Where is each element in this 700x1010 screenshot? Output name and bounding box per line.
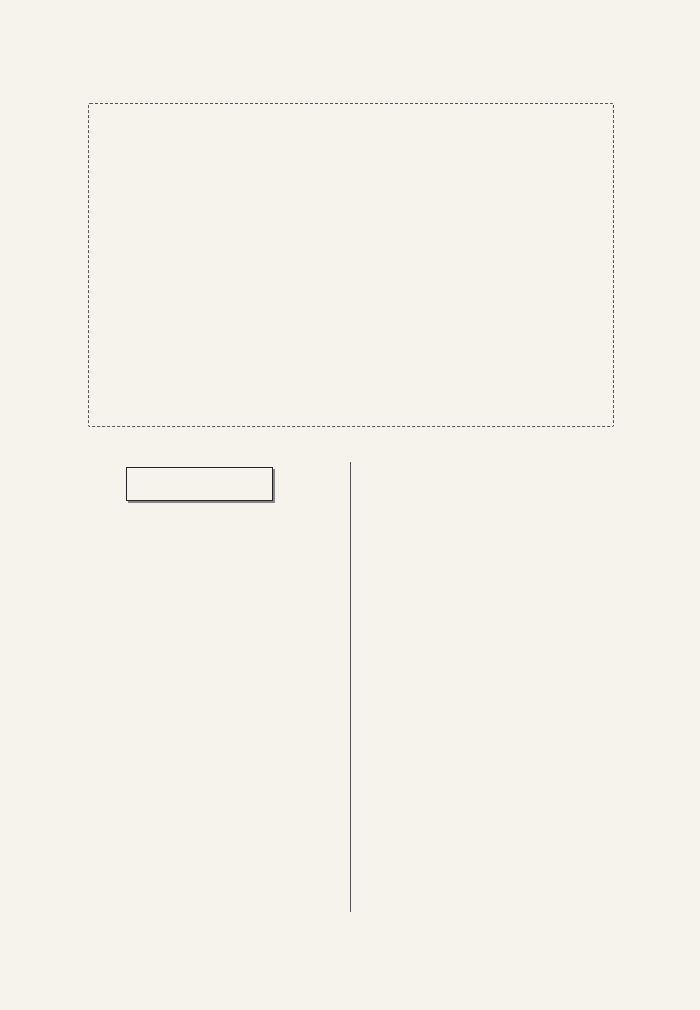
- column-divider: [350, 462, 351, 912]
- set-piece-box: [88, 103, 614, 427]
- section-header-highschool: [126, 467, 273, 501]
